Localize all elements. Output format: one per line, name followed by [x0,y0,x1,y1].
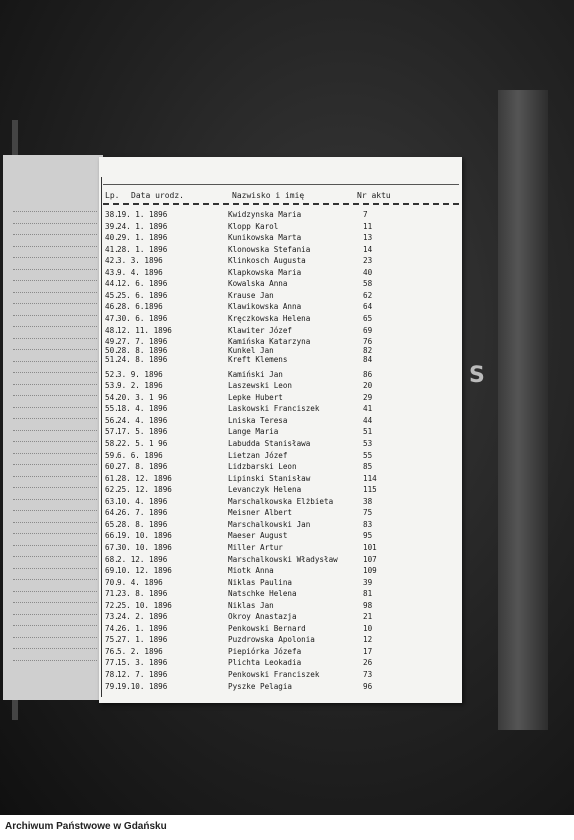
row-date: 28. 6.1896 [117,302,163,312]
table-row [99,577,462,588]
row-date: 18. 4. 1896 [117,404,168,414]
row-date: 25. 10. 1896 [117,600,172,610]
row-nr: 17 [363,646,373,656]
header-date: Data urodz. [131,191,184,200]
ghost-line [13,579,97,583]
table-row [99,438,462,449]
row-nr: 12 [363,635,373,645]
row-nr: 41 [363,404,373,414]
row-lp: 46. [105,302,119,312]
ghost-line [13,280,97,284]
row-date: 24. 4. 1896 [117,415,168,425]
ghost-line [13,269,97,273]
table-row [99,403,462,414]
row-lp: 68. [105,554,119,564]
row-lp: 66. [105,531,119,541]
table-row [99,369,462,380]
row-date: 28. 1. 1896 [117,244,168,254]
ghost-line [13,430,97,434]
row-date: 19. 1. 1896 [117,210,168,219]
row-date: 24. 8. 1896 [117,355,168,365]
row-name: Miotk Anna [228,566,274,576]
table-row [99,221,462,232]
row-date: 12. 6. 1896 [117,279,168,289]
row-name: Klawiter Józef [228,325,293,335]
row-lp: 62. [105,485,119,495]
ghost-line [13,487,97,491]
header-bottom-rule [103,203,459,205]
ghost-line [13,303,97,307]
ghost-line [13,591,97,595]
row-name: Kręczkowska Helena [228,313,311,323]
row-lp: 63. [105,496,119,506]
row-name: Krause Jan [228,290,274,300]
row-name: Meisner Albert [228,508,293,518]
row-lp: 54. [105,392,119,402]
row-date: 29. 1. 1896 [117,233,168,243]
row-date: 26. 1. 1896 [117,623,168,633]
row-name: Klopp Karol [228,221,279,231]
row-nr: 73 [363,670,373,679]
row-name: Okroy Anastazja [228,612,297,622]
row-nr: 86 [363,369,373,379]
row-lp: 51. [105,355,119,365]
row-lp: 50. [105,345,119,355]
row-name: Kunikowska Marta [228,233,302,243]
row-date: 26. 7. 1896 [117,508,168,518]
row-name: Klapkowska Maria [228,267,302,277]
table-row [99,209,462,220]
row-lp: 42. [105,256,119,266]
header-lp: Lp. [105,191,120,200]
row-lp: 72. [105,600,119,610]
ghost-line [13,211,97,215]
row-name: Kreft Klemens [228,355,288,365]
row-lp: 52. [105,369,119,379]
ghost-line [13,533,97,537]
row-name: Kamińska Katarzyna [228,337,311,347]
table-row [99,255,462,266]
ghost-line [13,372,97,376]
ghost-line [13,453,97,457]
row-nr: 69 [363,325,373,335]
row-date: 19. 10. 1896 [117,531,172,541]
table-row [99,278,462,289]
ghost-line [13,223,97,227]
row-nr: 53 [363,439,373,448]
ghost-line [13,614,97,618]
table-row [99,669,462,680]
ghost-line [13,476,97,480]
table-row [99,232,462,243]
row-name: Lepke Hubert [228,392,283,402]
row-name: Lidzbarski Leon [228,462,297,472]
row-lp: 39. [105,221,119,231]
row-nr: 20 [363,381,373,391]
table-row [99,461,462,472]
table-row [99,600,462,611]
ghost-line [13,568,97,572]
table-row [99,290,462,301]
row-date: 28. 12. 1896 [117,473,172,483]
row-name: Plichta Leokadia [228,658,302,668]
table-row [99,267,462,278]
table-row [99,530,462,541]
ghost-line [13,326,97,330]
table-row [99,554,462,565]
row-nr: 64 [363,302,373,312]
table-row [99,484,462,495]
table-row [99,415,462,426]
row-lp: 67. [105,542,119,552]
row-name: Piepiórka Józefa [228,646,302,656]
row-lp: 58. [105,439,119,448]
row-name: Lniska Teresa [228,415,288,425]
ghost-line [13,602,97,606]
row-nr: 107 [363,554,377,564]
row-nr: 11 [363,221,373,231]
row-name: Lietzan Józef [228,450,288,460]
row-lp: 45. [105,290,119,300]
row-date: 22. 5. 1 96 [117,439,168,448]
row-nr: 21 [363,612,373,622]
ghost-line [13,395,97,399]
ghost-line [13,338,97,342]
ghost-line [13,361,97,365]
row-nr: 76 [363,337,373,347]
row-name: Laskowski Franciszek [228,404,320,414]
row-nr: 10 [363,623,373,633]
row-name: Maeser August [228,531,288,541]
table-row [99,473,462,484]
table-row [99,681,462,692]
row-name: Klonowska Stefania [228,244,311,254]
row-lp: 61. [105,473,119,483]
row-date: 10. 12. 1896 [117,566,172,576]
row-name: Penkowski Bernard [228,623,306,633]
table-row [99,646,462,657]
ghost-line [13,510,97,514]
row-date: 6. 6. 1896 [117,450,163,460]
ghost-line [13,441,97,445]
table-row [99,542,462,553]
row-lp: 49. [105,337,119,347]
table-row [99,588,462,599]
ghost-line [13,637,97,641]
table-row [99,634,462,645]
row-date: 27. 8. 1896 [117,462,168,472]
ghost-line [13,499,97,503]
row-nr: 109 [363,566,377,576]
row-lp: 71. [105,589,119,599]
row-nr: 29 [363,392,373,402]
row-date: 28. 8. 1896 [117,345,168,355]
row-name: Kamiński Jan [228,369,283,379]
table-row [99,301,462,312]
row-nr: 95 [363,531,373,541]
row-nr: 23 [363,256,373,266]
row-date: 12. 11. 1896 [117,325,172,335]
row-nr: 85 [363,462,373,472]
row-lp: 44. [105,279,119,289]
row-lp: 43. [105,267,119,277]
row-nr: 96 [363,681,373,691]
row-nr: 83 [363,519,373,529]
row-date: 20. 3. 1 96 [117,392,168,402]
row-lp: 69. [105,566,119,576]
row-name: Labudda Stanisława [228,439,311,448]
row-lp: 76. [105,646,119,656]
row-nr: 51 [363,427,373,437]
ghost-line [13,407,97,411]
table-row [99,325,462,336]
row-date: 9. 4. 1896 [117,577,163,587]
row-date: 5. 2. 1896 [117,646,163,656]
row-nr: 84 [363,355,373,365]
book-edge-right [498,90,548,730]
row-nr: 65 [363,313,373,323]
table-row [99,611,462,622]
table-row [99,244,462,255]
row-date: 30. 6. 1896 [117,313,168,323]
table-row [99,426,462,437]
row-nr: 81 [363,589,373,599]
ghost-line [13,246,97,250]
row-name: Kowalska Anna [228,279,288,289]
row-name: Miller Artur [228,542,283,552]
table-row [99,392,462,403]
row-name: Klinkosch Augusta [228,256,306,266]
row-name: Lange Maria [228,427,279,437]
row-lp: 75. [105,635,119,645]
row-lp: 47. [105,313,119,323]
ghost-line [13,625,97,629]
row-nr: 13 [363,233,373,243]
row-nr: 38 [363,496,373,506]
table-row [99,354,462,365]
row-name: Klawikowska Anna [228,302,302,312]
table-row [99,507,462,518]
row-name: Penkowski Franciszek [228,670,320,679]
row-lp: 77. [105,658,119,668]
ghost-line [13,545,97,549]
row-date: 19.10. 1896 [117,681,168,691]
table-row [99,496,462,507]
row-name: Marschalkowska Elżbieta [228,496,334,506]
table-row [99,380,462,391]
row-name: Kunkel Jan [228,345,274,355]
underlying-page [3,155,103,700]
row-date: 25. 12. 1896 [117,485,172,495]
ghost-line [13,349,97,353]
row-lp: 79. [105,681,119,691]
row-nr: 75 [363,508,373,518]
row-lp: 60. [105,462,119,472]
row-nr: 114 [363,473,377,483]
row-date: 23. 8. 1896 [117,589,168,599]
row-lp: 74. [105,623,119,633]
row-nr: 40 [363,267,373,277]
row-name: Levanczyk Helena [228,485,302,495]
row-date: 3. 9. 1896 [117,369,163,379]
row-nr: 26 [363,658,373,668]
row-lp: 65. [105,519,119,529]
row-name: Pyszke Pelagia [228,681,293,691]
row-name: Marschalkowski Jan [228,519,311,529]
row-date: 30. 10. 1896 [117,542,172,552]
row-lp: 41. [105,244,119,254]
row-nr: 115 [363,485,377,495]
row-lp: 48. [105,325,119,335]
row-date: 28. 8. 1896 [117,519,168,529]
archive-name: Archiwum Państwowe w Gdańsku [5,821,167,832]
row-name: Laszewski Leon [228,381,293,391]
row-nr: 14 [363,244,373,254]
row-date: 24. 2. 1896 [117,612,168,622]
row-date: 12. 7. 1896 [117,670,168,679]
row-date: 9. 2. 1896 [117,381,163,391]
header-name: Nazwisko i imię [232,191,305,200]
row-lp: 78. [105,670,119,679]
background-letter: S [469,363,485,388]
table-row [99,450,462,461]
ghost-line [13,315,97,319]
row-name: Niklas Paulina [228,577,293,587]
register-page [99,157,462,703]
row-lp: 70. [105,577,119,587]
ghost-line [13,257,97,261]
row-lp: 40. [105,233,119,243]
row-date: 3. 3. 1896 [117,256,163,266]
header-top-rule [103,184,459,185]
ghost-line [13,418,97,422]
row-nr: 44 [363,415,373,425]
row-name: Natschke Helena [228,589,297,599]
row-lp: 55. [105,404,119,414]
row-name: Puzdrowska Apolonia [228,635,315,645]
ghost-line [13,648,97,652]
row-name: Niklas Jan [228,600,274,610]
table-row [99,657,462,668]
ghost-line [13,522,97,526]
ghost-line [13,234,97,238]
row-date: 17. 5. 1896 [117,427,168,437]
ghost-line [13,384,97,388]
row-nr: 82 [363,345,373,355]
row-nr: 58 [363,279,373,289]
row-lp: 57. [105,427,119,437]
row-name: Lipinski Stanisław [228,473,311,483]
row-nr: 98 [363,600,373,610]
row-nr: 55 [363,450,373,460]
row-date: 27. 7. 1896 [117,337,168,347]
table-row [99,519,462,530]
header-nr: Nr aktu [357,191,391,200]
table-row [99,313,462,324]
row-date: 27. 1. 1896 [117,635,168,645]
table-row [99,565,462,576]
row-date: 15. 3. 1896 [117,658,168,668]
ghost-line [13,292,97,296]
row-lp: 64. [105,508,119,518]
row-lp: 38. [105,210,119,219]
row-lp: 53. [105,381,119,391]
ghost-line [13,556,97,560]
row-date: 2. 12. 1896 [117,554,168,564]
row-name: Marschalkowski Władysław [228,554,338,564]
row-date: 10. 4. 1896 [117,496,168,506]
ghost-line [13,660,97,664]
row-lp: 56. [105,415,119,425]
row-date: 24. 1. 1896 [117,221,168,231]
archive-footer [0,815,574,840]
ghost-line [13,464,97,468]
row-name: Kwidzynska Maria [228,210,302,219]
row-nr: 7 [363,210,368,219]
row-nr: 101 [363,542,377,552]
row-lp: 59. [105,450,119,460]
row-date: 9. 4. 1896 [117,267,163,277]
row-lp: 73. [105,612,119,622]
row-date: 25. 6. 1896 [117,290,168,300]
row-nr: 62 [363,290,373,300]
table-row [99,623,462,634]
row-nr: 39 [363,577,373,587]
